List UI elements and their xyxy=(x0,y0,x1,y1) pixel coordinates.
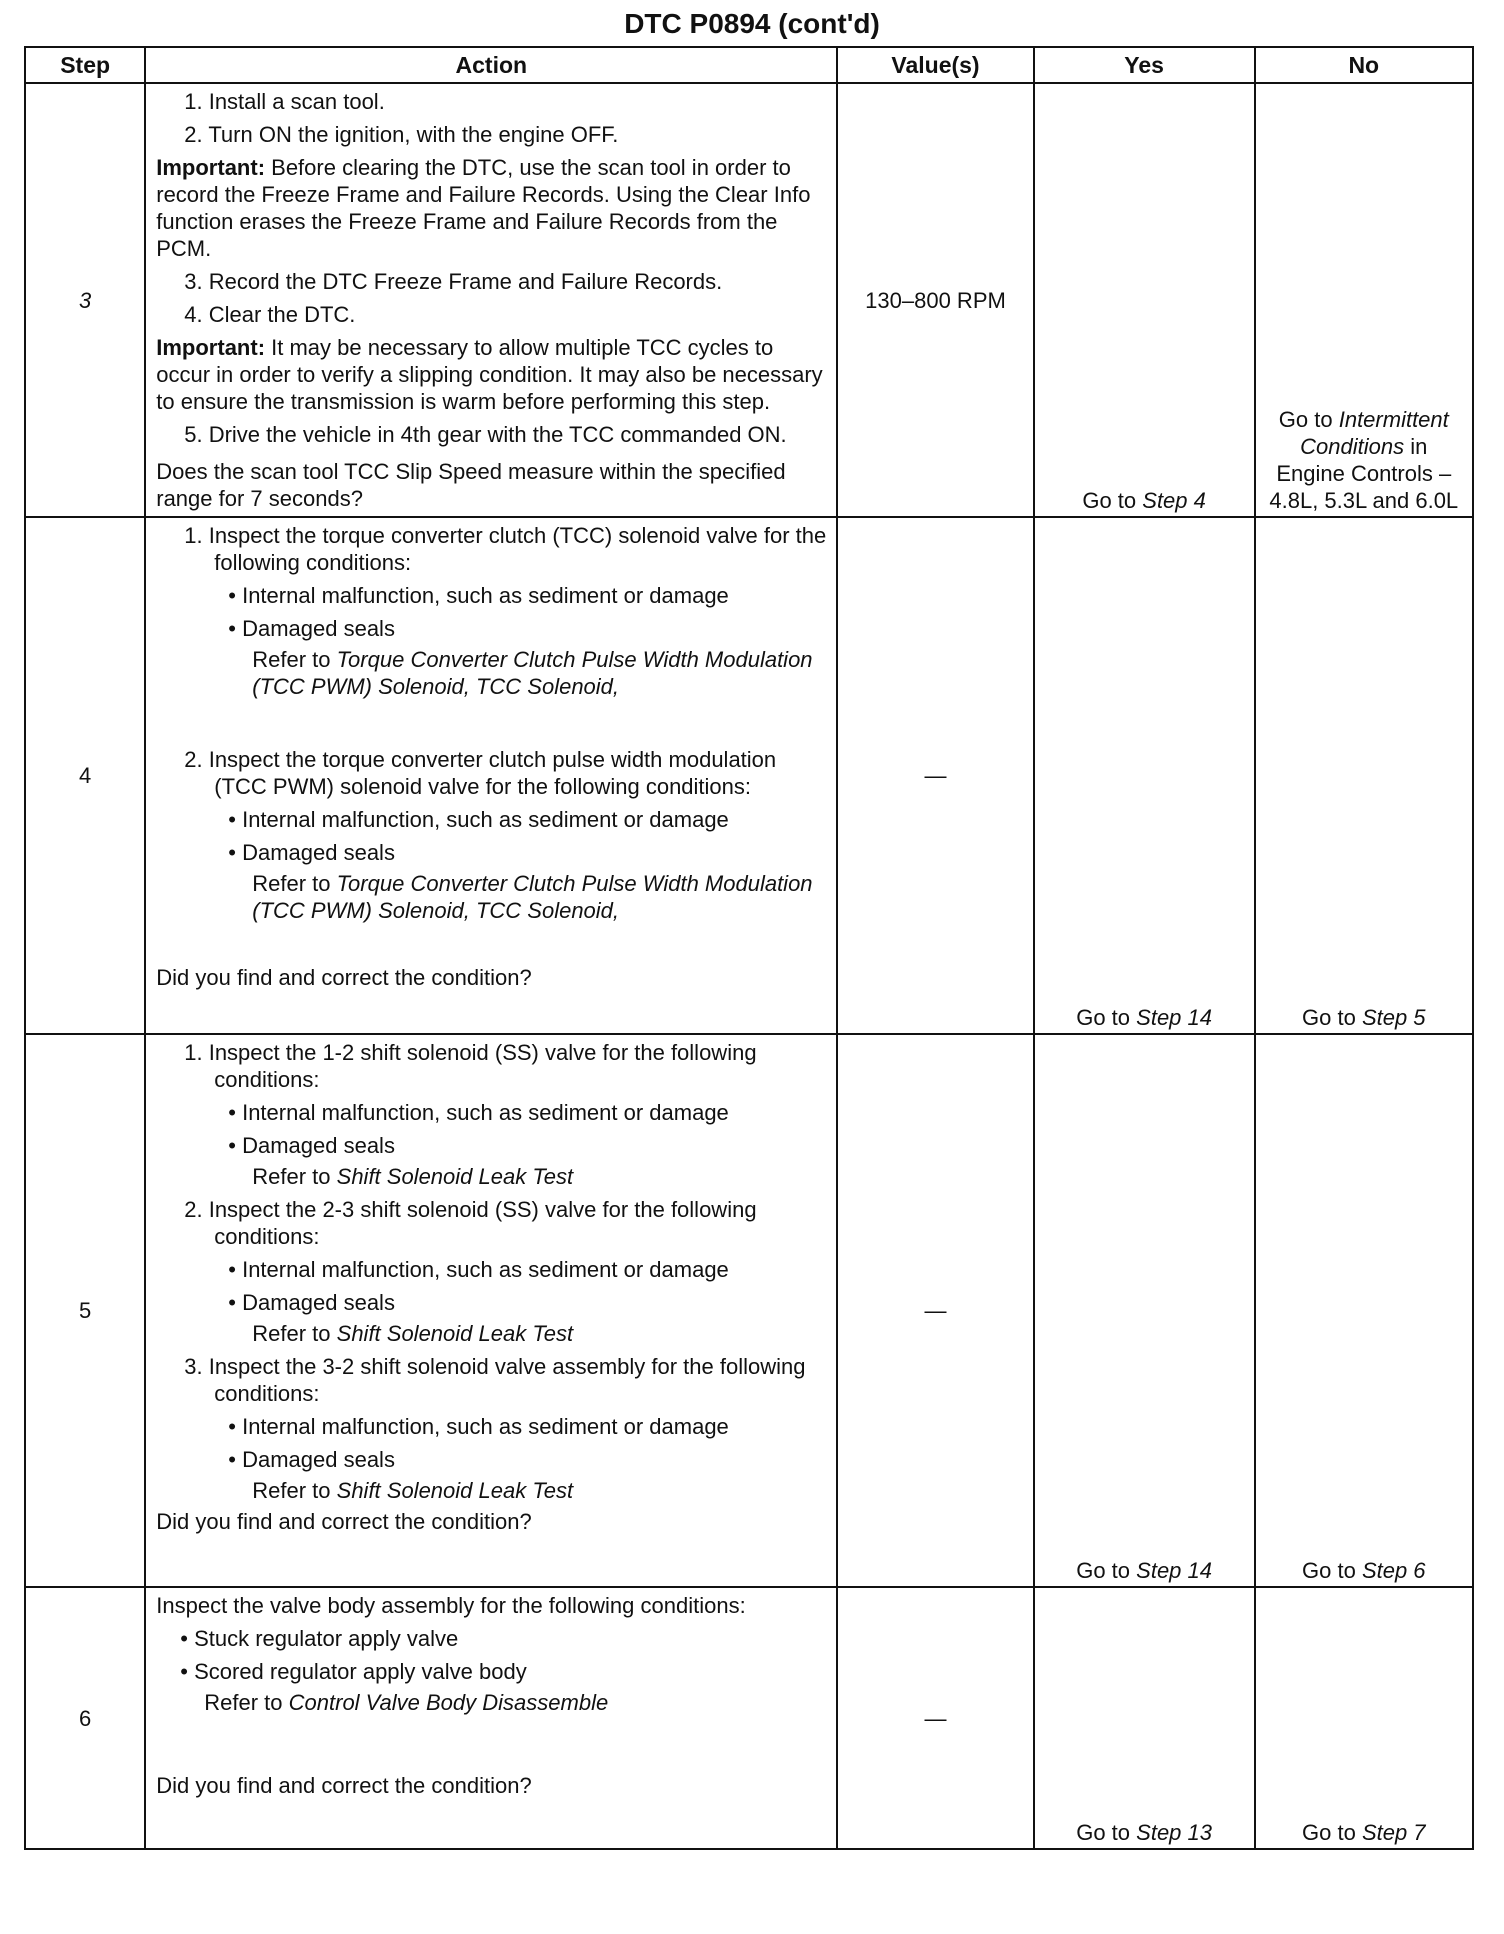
step-number: 5 xyxy=(25,1034,145,1587)
list-item: • Internal malfunction, such as sediment or damage xyxy=(228,583,729,608)
header-no: No xyxy=(1255,47,1473,83)
list-item: • Internal malfunction, such as sediment or damage xyxy=(228,1257,729,1282)
value-cell: — xyxy=(837,517,1033,1034)
list-item: • Scored regulator apply valve body xyxy=(180,1659,527,1684)
action-instruction: 5. Drive the vehicle in 4th gear with the TCC commanded ON. xyxy=(184,422,787,447)
action-instruction: 2. Inspect the torque converter clutch pulse width modulation (TCC PWM) solenoid valve for the following conditions: xyxy=(184,747,777,799)
reference: Refer to Shift Solenoid Leak Test xyxy=(252,1321,574,1346)
step-number: 3 xyxy=(25,83,145,517)
no-link: Step 7 xyxy=(1361,1820,1426,1845)
action-instruction: 4. Clear the DTC. xyxy=(184,302,356,327)
value-cell: — xyxy=(837,1034,1033,1587)
yes-cell: Go to Step 14 xyxy=(1034,517,1255,1034)
no-cell: Go to Step 5 xyxy=(1255,517,1473,1034)
page-title: DTC P0894 (cont'd) xyxy=(624,8,880,39)
action-instruction: 1. Install a scan tool. xyxy=(184,89,385,114)
no-link: Intermittent Conditions xyxy=(1300,407,1449,459)
table-row xyxy=(25,83,1473,517)
action-instruction: 1. Inspect the torque converter clutch (TCC) solenoid valve for the following conditions: xyxy=(184,523,827,575)
yes-link: Step 14 xyxy=(1136,1005,1212,1030)
diagnostic-table xyxy=(24,46,1474,1850)
yes-cell: Go to Step 13 xyxy=(1034,1587,1255,1849)
no-link: Step 6 xyxy=(1361,1558,1426,1583)
table-row xyxy=(25,1587,1473,1849)
header-action: Action xyxy=(145,47,837,83)
yes-link: Step 4 xyxy=(1142,488,1206,513)
action-instruction: 3. Inspect the 3-2 shift solenoid valve assembly for the following conditions: xyxy=(184,1354,806,1406)
reference: Refer to Shift Solenoid Leak Test xyxy=(252,1164,574,1189)
action-cell xyxy=(145,517,837,1034)
action-instruction: 3. Record the DTC Freeze Frame and Failure Records. xyxy=(184,269,723,294)
list-item: • Internal malfunction, such as sediment or damage xyxy=(228,1100,729,1125)
important-note: Important: Before clearing the DTC, use the scan tool in order to record the Freeze Frame and Failure Records. Using the Clear Info function erases the Freeze Frame and Failure Records from the PCM. xyxy=(156,155,811,261)
list-item: • Internal malfunction, such as sediment or damage xyxy=(228,1414,729,1439)
list-item: • Damaged seals xyxy=(228,616,395,641)
yes-link: Step 14 xyxy=(1136,1558,1212,1583)
no-link: Step 5 xyxy=(1361,1005,1426,1030)
action-instruction: Inspect the valve body assembly for the following conditions: xyxy=(156,1593,746,1618)
action-instruction: 1. Inspect the 1-2 shift solenoid (SS) valve for the following conditions: xyxy=(184,1040,757,1092)
no-cell: Go to Intermittent Conditions in Engine Controls – 4.8L, 5.3L and 6.0L xyxy=(1255,83,1473,517)
action-cell xyxy=(145,1587,837,1849)
list-item: • Damaged seals xyxy=(228,840,395,865)
action-question: Does the scan tool TCC Slip Speed measure within the specified range for 7 seconds? xyxy=(156,459,786,511)
action-cell xyxy=(145,83,837,517)
header-yes: Yes xyxy=(1034,47,1255,83)
reference: Refer to Torque Converter Clutch Pulse Width Modulation (TCC PWM) Solenoid, TCC Solenoid, xyxy=(252,647,813,699)
step-number: 6 xyxy=(25,1587,145,1849)
header-step: Step xyxy=(25,47,145,83)
value-cell: 130–800 RPM xyxy=(837,83,1033,517)
reference: Refer to Control Valve Body Disassemble xyxy=(204,1690,609,1715)
important-note: Important: It may be necessary to allow multiple TCC cycles to occur in order to verify a slipping condition. It may also be necessary to ensure the transmission is warm before performing this step. xyxy=(156,335,823,414)
list-item: • Damaged seals xyxy=(228,1133,395,1158)
yes-cell: Go to Step 4 xyxy=(1034,83,1255,517)
reference: Refer to Torque Converter Clutch Pulse Width Modulation (TCC PWM) Solenoid, TCC Solenoid, xyxy=(252,871,813,923)
table-row xyxy=(25,517,1473,1034)
no-cell: Go to Step 7 xyxy=(1255,1587,1473,1849)
action-question: Did you find and correct the condition? xyxy=(156,1509,532,1534)
action-instruction: 2. Inspect the 2-3 shift solenoid (SS) valve for the following conditions: xyxy=(184,1197,757,1249)
header-row xyxy=(25,47,1473,83)
reference: Refer to Shift Solenoid Leak Test xyxy=(252,1478,574,1503)
list-item: • Damaged seals xyxy=(228,1290,395,1315)
yes-cell: Go to Step 14 xyxy=(1034,1034,1255,1587)
no-cell: Go to Step 6 xyxy=(1255,1034,1473,1587)
list-item: • Damaged seals xyxy=(228,1447,395,1472)
table-row xyxy=(25,1034,1473,1587)
action-instruction: 2. Turn ON the ignition, with the engine OFF. xyxy=(184,122,619,147)
header-values: Value(s) xyxy=(837,47,1033,83)
list-item: • Stuck regulator apply valve xyxy=(180,1626,459,1651)
action-cell xyxy=(145,1034,837,1587)
step-number: 4 xyxy=(25,517,145,1034)
value-cell: — xyxy=(837,1587,1033,1849)
yes-link: Step 13 xyxy=(1136,1820,1212,1845)
action-question: Did you find and correct the condition? xyxy=(156,965,532,990)
list-item: • Internal malfunction, such as sediment or damage xyxy=(228,807,729,832)
action-question: Did you find and correct the condition? xyxy=(156,1773,532,1798)
